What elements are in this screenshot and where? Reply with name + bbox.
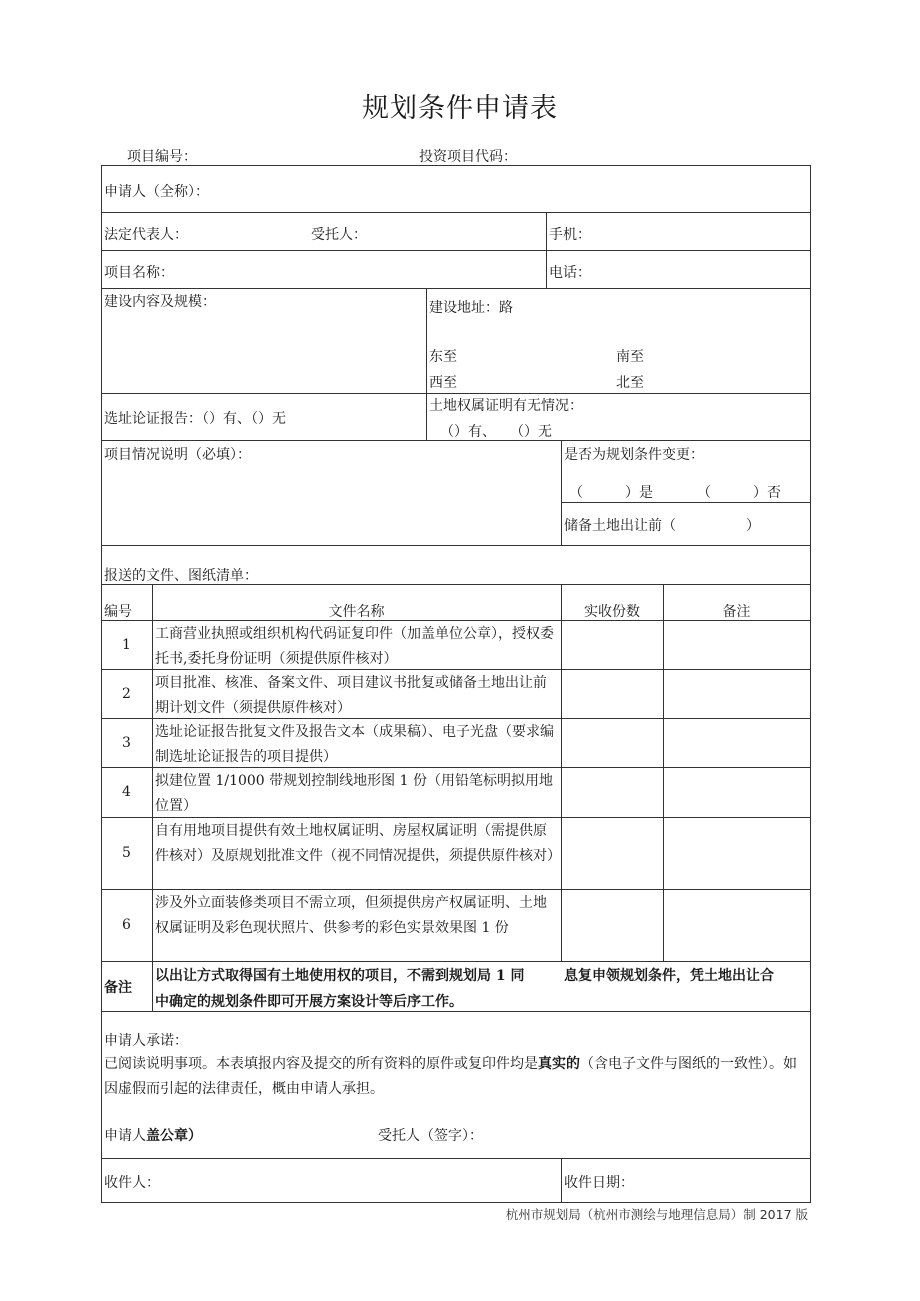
row-number: 6 [122,917,131,933]
remark-text-line1: 以出让方式取得国有土地使用权的项目，不需到规划局 1 同 [155,968,525,984]
row-number: 1 [122,637,131,653]
documents-list-label: 报送的文件、图纸清单： [104,568,258,584]
plan-change-no: （ ）否 [697,485,781,501]
trustee-label: 受托人： [311,227,367,243]
row-number: 2 [122,686,131,702]
reserve-land-label: 储备土地出让前（ ） [564,518,760,534]
land-cert-label: 土地权属证明有无情况： [429,398,583,414]
land-cert-options: （）有、 （）无 [440,424,552,440]
receive-date-label: 收件日期： [564,1175,634,1191]
col-header-number: 编号 [104,604,132,620]
legal-representative-label: 法定代表人： [104,227,188,243]
row-file-name: 项目批准、核准、备案文件、项目建议书批复或储备土地出让前期计划文件（须提供原件核对） [155,675,547,716]
applicant-label: 申请人（全称）： [104,184,209,200]
row-file-name: 工商营业执照或组织机构代码证复印件（加盖单位公章），授权委托书,委托身份证明（须提供原件核对） [155,626,554,667]
row-file-name: 拟建位置 1/1000 带规划控制线地形图 1 份（用铅笔标明拟用地位置） [155,773,553,814]
remark-text-line2: 中确定的规划条件即可开展方案设计等后序工作。 [155,994,463,1010]
remark-label: 备注 [104,980,132,996]
site-east-label: 东至 [429,349,457,365]
plan-change-label: 是否为规划条件变更： [564,447,704,463]
col-header-remarks: 备注 [722,604,751,620]
pledge-title: 申请人承诺： [104,1033,188,1049]
remark-text-line1-cont: 息复申领规划条件，凭土地出让合 [564,968,774,984]
col-header-file-name: 文件名称 [328,604,385,620]
site-report-option: 选址论证报告：（）有、（）无 [104,411,286,427]
footer-note: 杭州市规划局（杭州市测绘与地理信息局）制 2017 版 [505,1207,808,1222]
project-description-label: 项目情况说明（必填）： [104,447,251,463]
site-south-label: 南至 [616,349,644,365]
mobile-label: 手机： [549,227,591,243]
project-number-label: 项目编号： [127,149,197,165]
applicant-seal-label: 申请人盖公章） [104,1128,202,1144]
row-number: 4 [122,784,131,800]
form-title: 规划条件申请表 [362,93,558,124]
project-name-label: 项目名称： [104,265,174,281]
row-file-name: 涉及外立面装修类项目不需立项，但须提供房产权属证明、土地权属证明及彩色现状照片、供参考的彩色实景效果图 1 份 [155,895,547,936]
row-file-name: 选址论证报告批复文件及报告文本（成果稿）、电子光盘（要求编制选址论证报告的项目提供） [155,724,554,765]
row-file-name: 自有用地项目提供有效土地权属证明、房屋权属证明（需提供原件核对）及原规划批准文件（视不同情况提供，须提供原件核对） [155,823,561,864]
construction-address-label: 建设地址：路 [429,300,513,316]
phone-label: 电话： [549,265,591,281]
construction-scope-label: 建设内容及规模： [104,294,216,310]
row-number: 3 [122,735,131,751]
site-north-label: 北至 [616,375,644,391]
col-header-received-copies: 实收份数 [584,604,640,620]
row-number: 5 [122,845,131,861]
receiver-label: 收件人： [104,1175,160,1191]
plan-change-yes: （ ）是 [569,485,653,501]
investment-code-label: 投资项目代码： [419,149,517,165]
pledge-text: 已阅读说明事项。本表填报内容及提交的所有资料的原件或复印件均是真实的（含电子文件与图纸的一致性）。如因虚假而引起的法律责任，概由申请人承担。 [104,1056,797,1097]
site-west-label: 西至 [429,375,457,391]
trustee-signature-label: 受托人（签字）： [378,1128,483,1144]
